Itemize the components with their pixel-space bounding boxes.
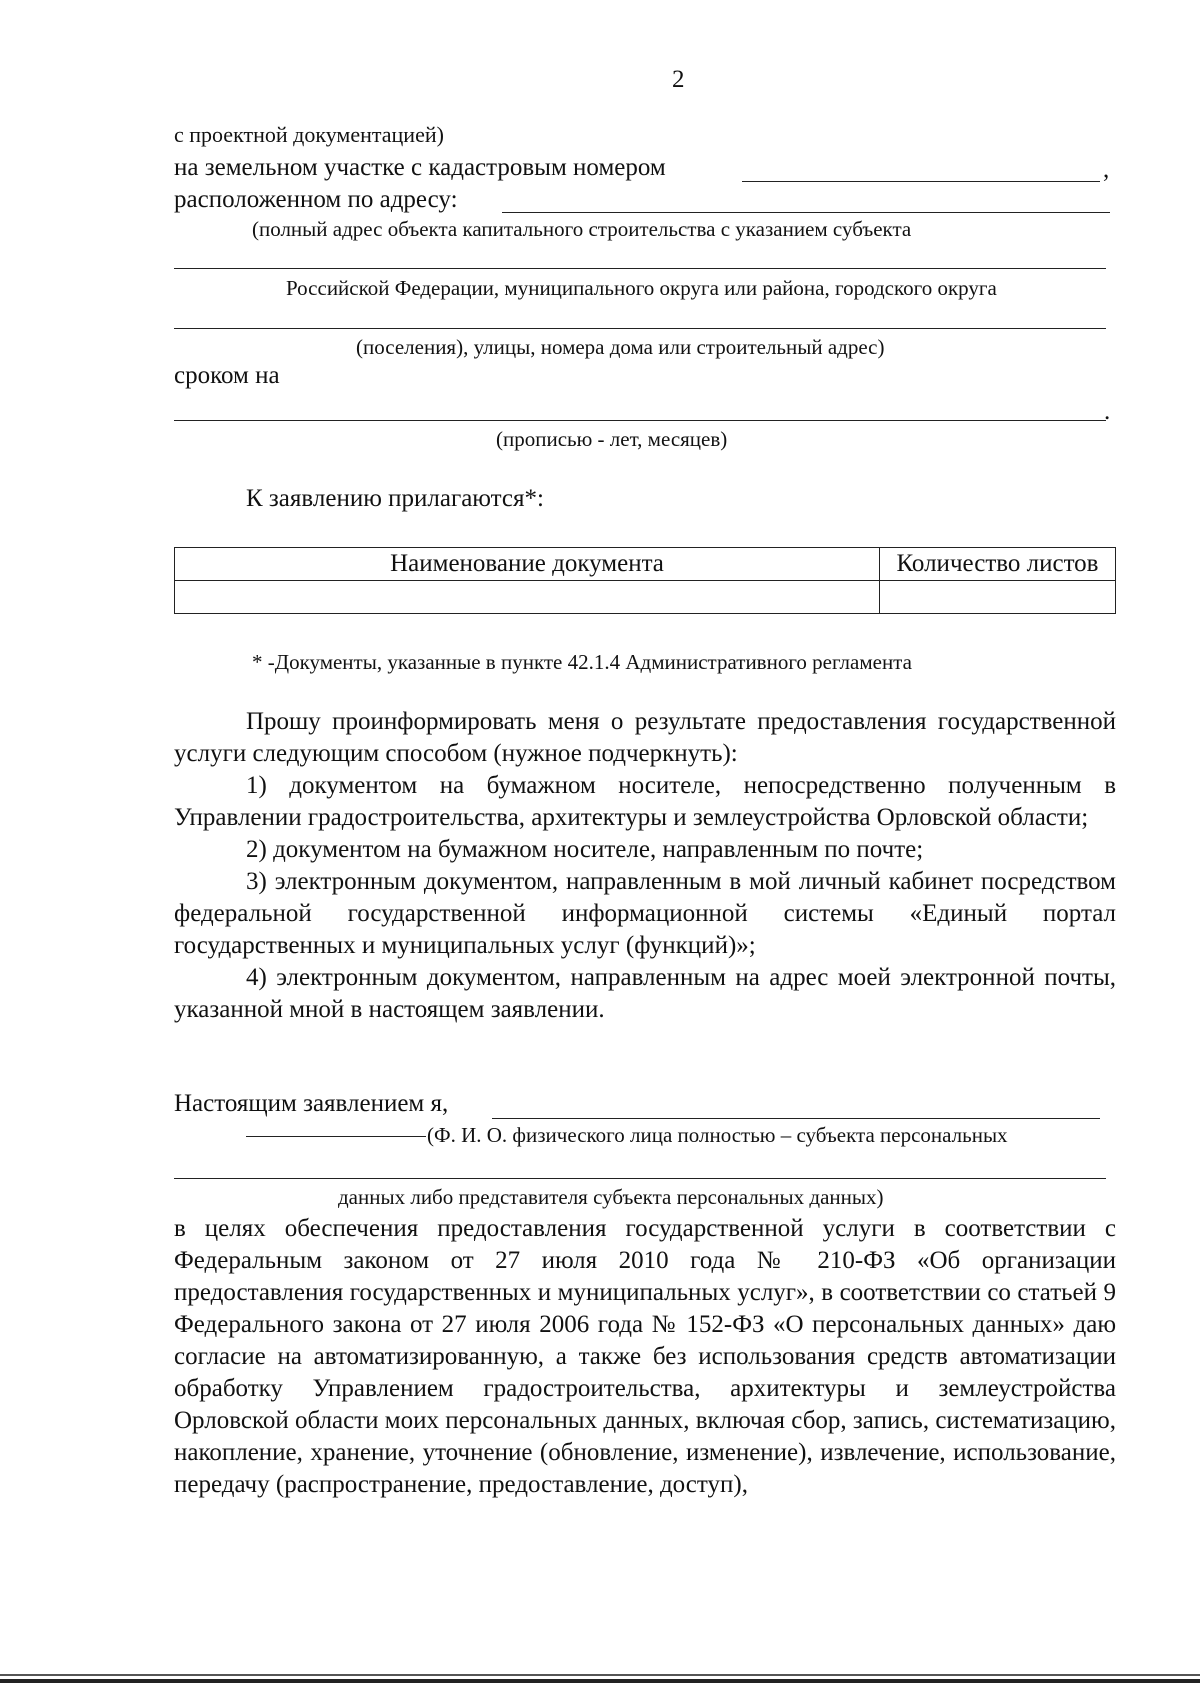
header-line-1: с проектной документацией) [174,122,444,147]
attachments-table [174,547,1116,614]
term-blank[interactable] [174,420,1106,421]
table-header-row [175,548,1116,581]
address-hint-2: Российской Федерации, муниципального округа или района, городского округа [286,276,997,300]
term-hint: (прописью - лет, месяцев) [496,427,728,451]
address-label: расположенном по адресу: [174,186,458,213]
consent-hint-2: данных либо представителя субъекта персональных данных) [338,1185,884,1209]
scan-edge [0,1679,1200,1683]
address-blank-2[interactable] [174,268,1106,269]
notification-option-2[interactable]: 2) документом на бумажном носителе, направленным по почте; [246,836,924,863]
cadastral-label: на земельном участке с кадастровым номером [174,154,666,181]
attachments-heading: К заявлению прилагаются*: [246,485,544,512]
address-hint-1: (полный адрес объекта капитального строительства с указанием субъекта [252,217,912,241]
consent-prefix: Настоящим заявлением я, [174,1090,449,1117]
table-cell-sheet-count[interactable] [880,581,1116,614]
address-hint-3: (поселения), улицы, номера дома или строительный адрес) [356,335,885,359]
table-header-sheet-count: Количество листов [880,548,1116,581]
table-header-document-name: Наименование документа [175,548,880,581]
page-number: 2 [672,66,685,93]
address-blank-3[interactable] [174,328,1106,329]
consent-body [174,1213,1116,1501]
notification-option-3[interactable]: 3) электронным документом, направленным в мой личный кабинет посредством федеральной государственной информационной системы «Единый портал государственных и муниципальных услуг (функций)»; [174,868,1116,959]
term-period: . [1104,398,1111,425]
full-name-blank-1[interactable] [492,1118,1100,1119]
consent-body-text: в целях обеспечения предоставления государственной услуги в соответствии с Федеральным законом от 27 июля 2010 года № 210-ФЗ «Об организации предоставления государственных и муниципальных услуг», в соответствии со статьей 9 Федерального закона от 27 июля 2006 года № 152-ФЗ «О персональных данных» даю согласие на автоматизированную, а также без использования средств автоматизации обработку Управлением градостроительства, архитектуры и землеустройства Орловской области моих персональных данных, включая сбор, запись, систематизацию, накопление, хранение, уточнение (обновление, изменение), извлечение, использование, передачу (распространение, предоставление, доступ), [174,1215,1116,1498]
table-cell-document-name[interactable] [175,581,880,614]
address-blank-1[interactable] [502,212,1110,213]
scan-edge-line [0,1674,1200,1676]
notification-intro: Прошу проинформировать меня о результате предоставления государственной услуги следующим способом (нужное подчеркнуть): [174,708,1116,767]
term-label: сроком на [174,362,280,389]
notification-section [174,706,1116,1026]
cadastral-comma: , [1103,156,1110,183]
table-row [175,581,1116,614]
cadastral-number-blank[interactable] [742,181,1100,182]
consent-hint-1: (Ф. И. О. физического лица полностью – субъекта персональных [427,1123,1008,1147]
attachments-footnote: * -Документы, указанные в пункте 42.1.4 Административного регламента [252,650,912,674]
full-name-blank-2[interactable] [174,1178,1106,1179]
full-name-lead-line [246,1136,426,1137]
notification-option-4[interactable]: 4) электронным документом, направленным на адрес моей электронной почты, указанной мной в настоящем заявлении. [174,964,1116,1023]
notification-option-1[interactable]: 1) документом на бумажном носителе, непосредственно полученным в Управлении градостроительства, архитектуры и землеустройства Орловской области; [174,772,1116,831]
